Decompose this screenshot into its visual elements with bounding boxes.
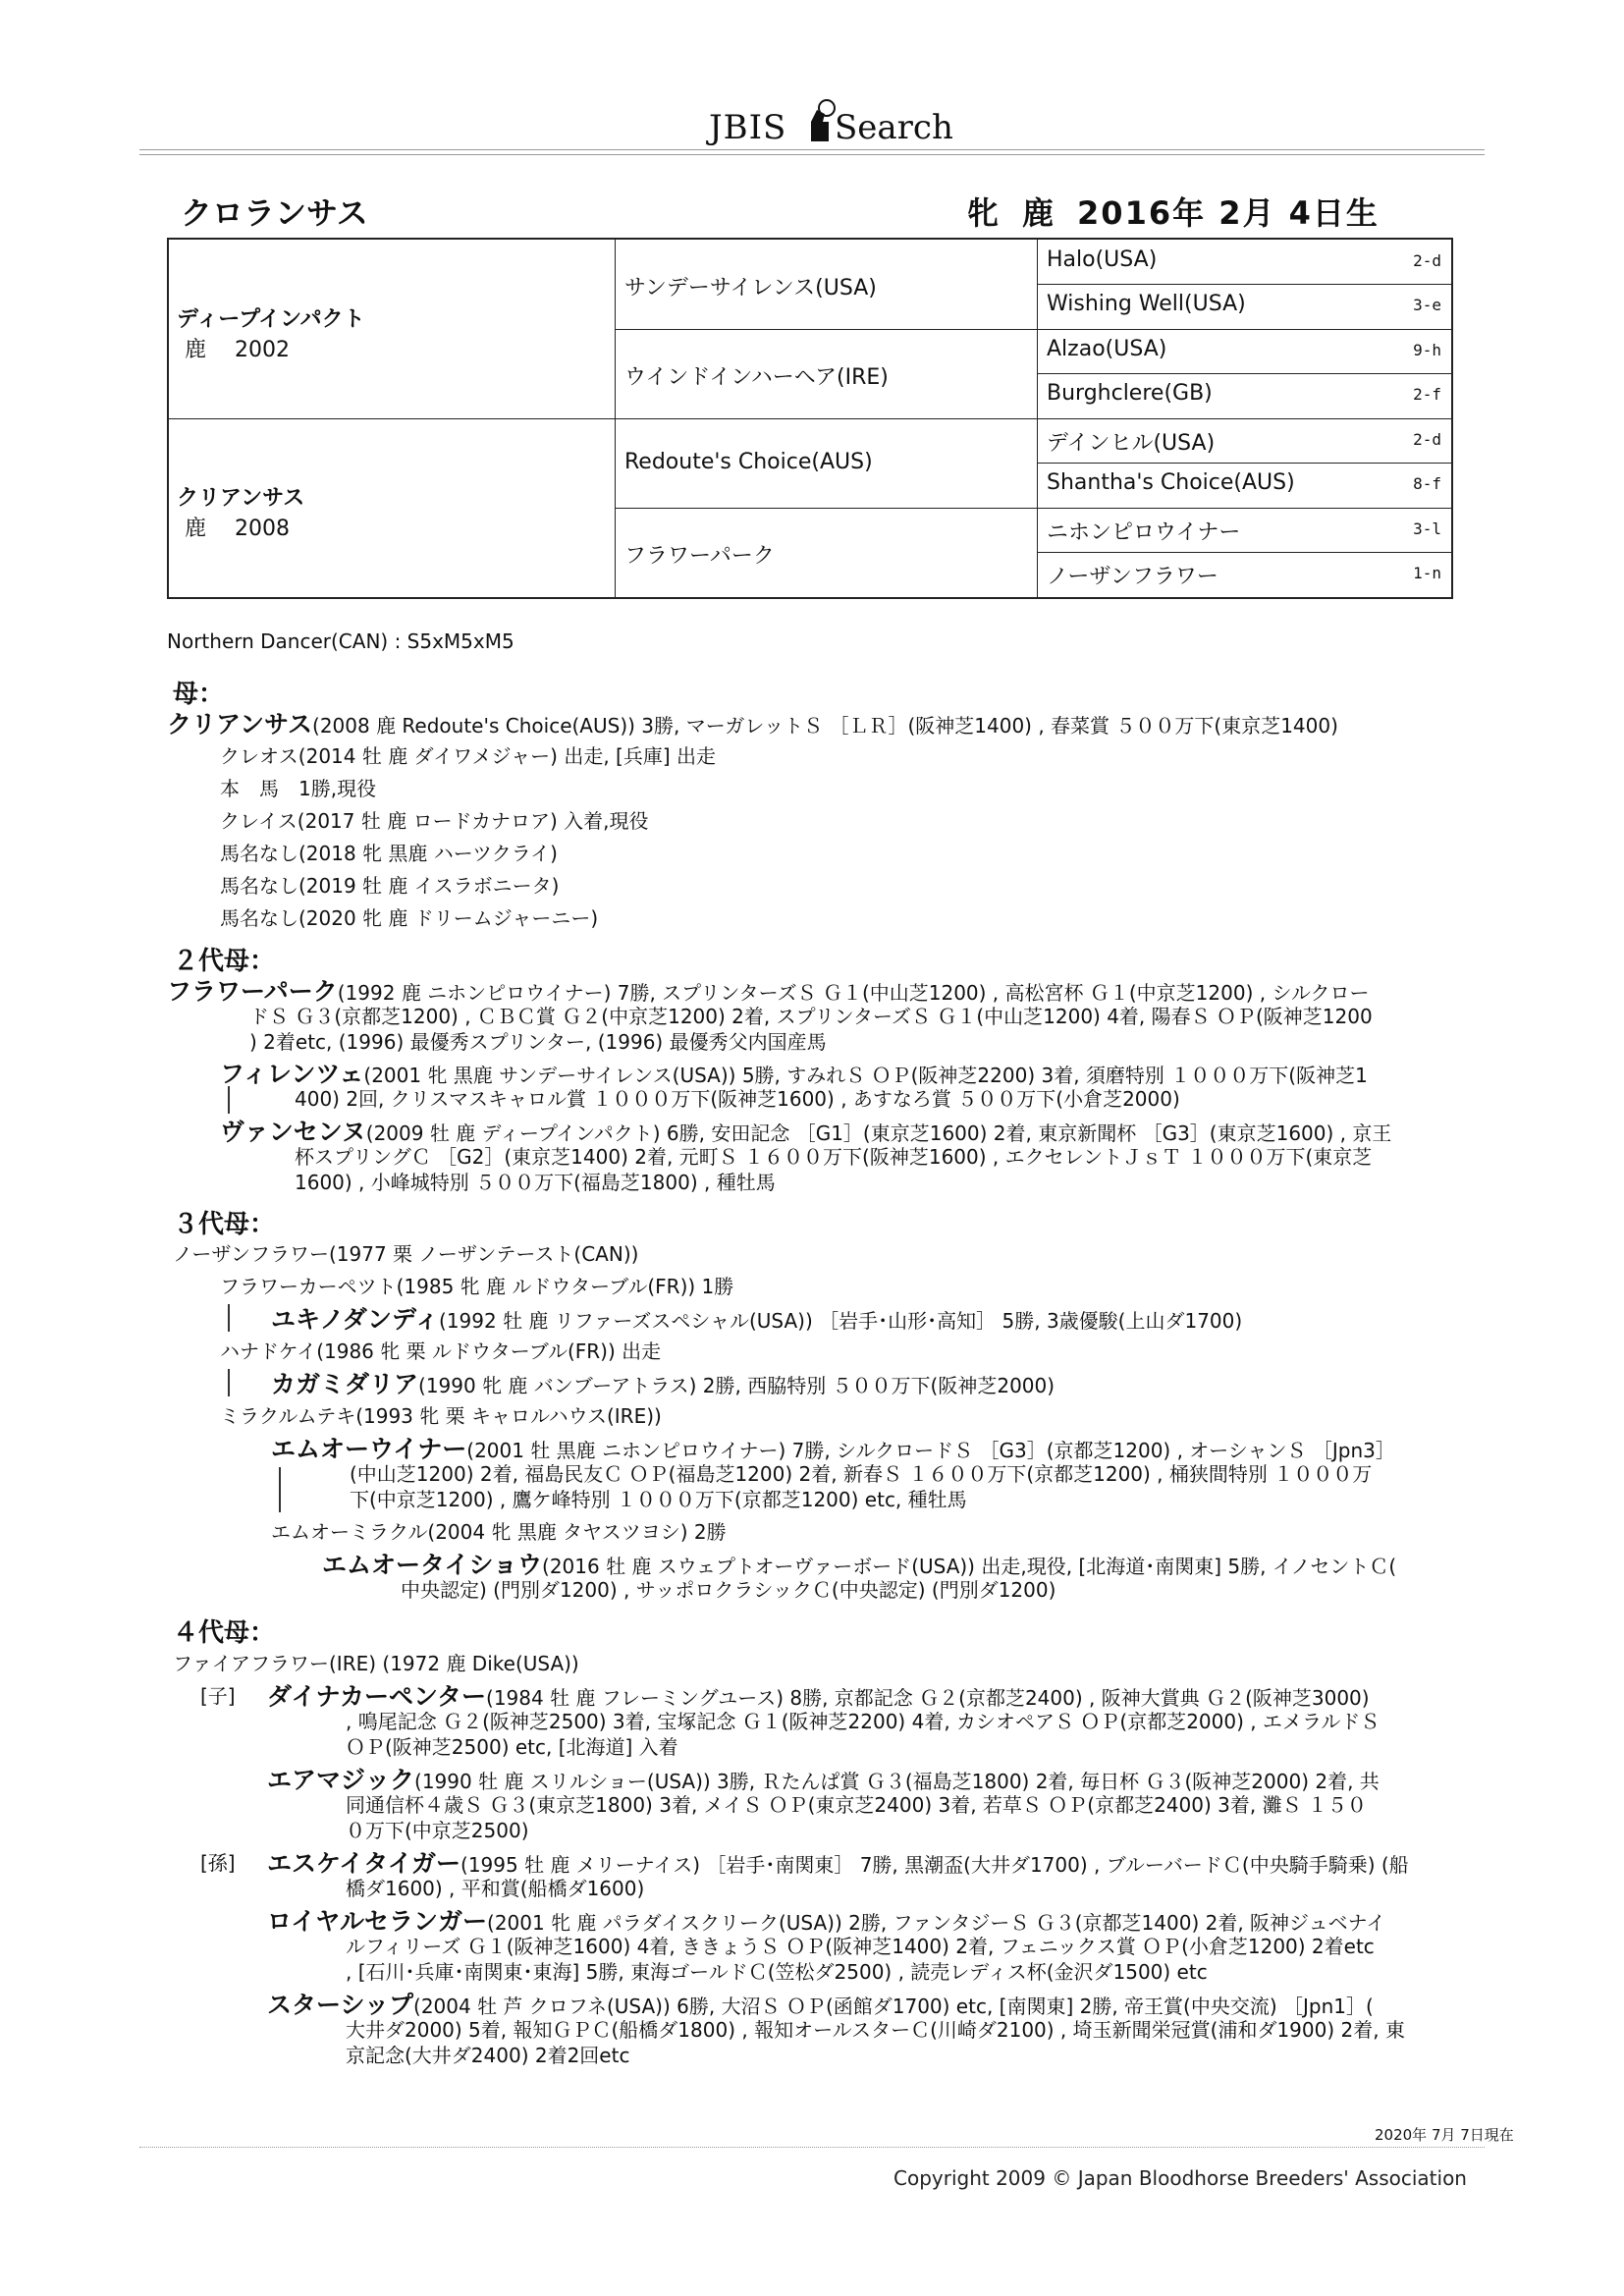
footer-rule bbox=[139, 2147, 1485, 2148]
inbreeding-note: Northern Dancer(CAN) : S5xM5xM5 bbox=[167, 629, 514, 653]
grid-line bbox=[1037, 463, 1451, 464]
pedigree-g3-cell[interactable]: デインヒル(USA) 2-d bbox=[1047, 430, 1441, 456]
g3dam-grandfoal-cont: (中山芝1200) 2着, 福島民友Ｃ ＯＰ(福島芝1200) 2着, 新春Ｓ １６００万下(京都芝1200) , 桶狭間特別 １０００万 bbox=[350, 1462, 1373, 1486]
foal-line: 馬名なし(2018 牝 黒鹿 ハーツクライ) bbox=[220, 842, 558, 865]
g4dam-grandchild-cont: 橋ダ1600) , 平和賞(船橋ダ1600) bbox=[346, 1877, 645, 1900]
g3dam-grandfoal-line: エムオーウイナー(2001 牡 黒鹿 ニホンピロウイナー) 7勝, シルクロードＳ ［G3］(京都芝1200) , オーシャンＳ ［Jpn3］ bbox=[271, 1435, 1395, 1463]
pedigree-g3-cell[interactable]: Halo(USA) 2-d bbox=[1047, 247, 1441, 272]
horse-birth: 2016年 2月 4日生 bbox=[1077, 194, 1380, 232]
g4dam-grandchild-cont: , [石川･兵庫･南関東･東海] 5勝, 東海ゴールドＣ(笠松ダ2500) , 読売レディス杯(金沢ダ1500) etc bbox=[346, 1960, 1208, 1984]
g4dam-grandchild-cont: 大井ダ2000) 5着, 報知ＧＰＣ(船橋ダ1800) , 報知オールスターＣ(川崎ダ2100) , 埼玉新聞栄冠賞(浦和ダ1900) 2着, 東 bbox=[346, 2018, 1405, 2042]
g3dam-foal-line: フラワーカーペツト(1985 牝 鹿 ルドウターブル(FR)) 1勝 bbox=[220, 1275, 734, 1298]
g4dam-child-line: ダイナカーペンター(1984 牡 鹿 フレーミングユース) 8勝, 京都記念 Ｇ２(京都芝2400) , 阪神大賞典 Ｇ２(阪神芝3000) bbox=[267, 1682, 1370, 1711]
g3dam-grandfoal-line: カガミダリア(1990 牝 鹿 バンブーアトラス) 2勝, 西脇特別 ５００万下(阪神芝2000) bbox=[271, 1370, 1056, 1398]
section-g2dam: ２代母： bbox=[173, 947, 276, 976]
pedigree-g2-cell[interactable]: フラワーパーク bbox=[624, 544, 775, 569]
g2dam-record-cont: ドＳ Ｇ３(京都芝1200) , ＣＢＣ賞 Ｇ２(中京芝1200) 2着, スプリンターズＳ Ｇ１(中山芝1200) 4着, 陽春Ｓ ＯＰ(阪神芝1200 bbox=[249, 1005, 1373, 1028]
grid-line bbox=[615, 508, 1451, 509]
g2dam-child-record-cont: 400) 2回, クリスマスキャロル賞 １０００万下(阪神芝1600) , あすなろ賞 ５００万下(小倉芝2000) bbox=[295, 1087, 1180, 1111]
section-g3dam: ３代母： bbox=[173, 1210, 276, 1239]
horse-name: クロランサス bbox=[181, 194, 368, 232]
foal-line: 馬名なし(2020 牝 鹿 ドリームジャーニー) bbox=[220, 906, 599, 930]
horse-sex: 牝 bbox=[967, 194, 1001, 232]
pedigree-g2-cell[interactable]: ウインドインハーヘア(IRE) bbox=[624, 365, 889, 390]
g4dam-child-cont: 同通信杯４歳Ｓ Ｇ３(東京芝1800) 3着, メイＳ ＯＰ(東京芝2400) 3着, 若草Ｓ ＯＰ(京都芝2400) 3着, 灘Ｓ １５０ bbox=[346, 1793, 1367, 1817]
pedigree-g3-cell[interactable]: Burghclere(GB) 2-f bbox=[1047, 381, 1441, 406]
g2dam-grandchild-record-cont: 1600) , 小峰城特別 ５００万下(福島芝1800) , 種牡馬 bbox=[295, 1171, 776, 1194]
foal-line: クレオス(2014 牡 鹿 ダイワメジャー) 出走, [兵庫] 出走 bbox=[220, 744, 717, 768]
lineage-bar bbox=[228, 1369, 230, 1396]
g2dam-name[interactable]: フラワーパーク bbox=[167, 977, 338, 1006]
logo-text-search: Search bbox=[835, 108, 953, 147]
pedigree-g3-cell[interactable]: Wishing Well(USA) 3-e bbox=[1047, 292, 1441, 316]
section-dam: 母： bbox=[173, 680, 225, 709]
g4dam-grandchild-line: ロイヤルセランガー(2001 牝 鹿 パラダイスクリーク(USA)) 2勝, ファンタジーＳ Ｇ３(京都芝1400) 2着, 阪神ジュベナイ bbox=[267, 1907, 1386, 1936]
section-g4dam: ４代母： bbox=[173, 1618, 276, 1648]
pedigree-table bbox=[167, 238, 1453, 599]
g4dam-grandchild-line: スターシップ(2004 牡 芦 クロフネ(USA)) 6勝, 大沼Ｓ ＯＰ(函館ダ1700) etc, [南関東] 2勝, 帝王賞(中央交流) ［Jpn1］( bbox=[267, 1991, 1374, 2019]
label-child: [子] bbox=[200, 1684, 236, 1708]
copyright: Copyright 2009 © Japan Bloodhorse Breeders' Association bbox=[893, 2166, 1467, 2190]
g4dam-grandchild-cont: ルフィリーズ Ｇ１(阪神芝1600) 4着, ききょうＳ ＯＰ(阪神芝1400) 2着, フェニックス賞 ＯＰ(小倉芝1200) 2着etc bbox=[346, 1935, 1375, 1958]
g3dam-greatgrandfoal-line: エムオータイショウ(2016 牡 鹿 スウェプトオーヴァーボード(USA)) 出走,現役, [北海道･南関東] 5勝, イノセントＣ( bbox=[322, 1551, 1397, 1579]
pedigree-g2-cell[interactable]: Redoute's Choice(AUS) bbox=[624, 450, 873, 474]
logo-text-jbis: JBIS bbox=[709, 108, 787, 147]
g4dam-record: ファイアフラワー(IRE) (1972 鹿 Dike(USA)) bbox=[173, 1652, 579, 1675]
header-rule-bottom bbox=[139, 154, 1485, 155]
grid-line bbox=[1037, 552, 1451, 553]
lineage-bar bbox=[228, 1304, 230, 1332]
pedigree-sire[interactable] bbox=[177, 302, 365, 363]
foal-line: 馬名なし(2019 牡 鹿 イスラボニータ) bbox=[220, 874, 560, 898]
lineage-bar bbox=[228, 1086, 230, 1114]
label-grandchild: [孫] bbox=[200, 1851, 236, 1875]
g4dam-child-cont: ＯＰ(阪神芝2500) etc, [北海道] 入着 bbox=[346, 1735, 678, 1759]
dam-record-name[interactable]: クリアンサス bbox=[167, 710, 313, 738]
g3dam-grandfoal-line: ユキノダンディ(1992 牡 鹿 リファーズスペシャル(USA)) ［岩手･山形･高知］ 5勝, 3歳優駿(上山ダ1700) bbox=[271, 1305, 1243, 1334]
dam-detail: 鹿 2008 bbox=[185, 517, 291, 541]
g2dam-grandchild-record: ヴァンセンヌ(2009 牡 鹿 ディープインパクト) 6勝, 安田記念 ［G1］(東京芝1600) 2着, 東京新聞杯 ［G3］(東京芝1600) , 京王 bbox=[220, 1118, 1392, 1146]
grid-line bbox=[169, 418, 1451, 419]
g3dam-foal-line: ハナドケイ(1986 牝 栗 ルドウターブル(FR)) 出走 bbox=[220, 1339, 662, 1363]
horse-info bbox=[967, 189, 1401, 234]
grid-line bbox=[615, 329, 1451, 330]
grid-line bbox=[1037, 284, 1451, 285]
g4dam-child-cont: , 鳴尾記念 Ｇ２(阪神芝2500) 3着, 宝塚記念 Ｇ１(阪神芝2200) 4着, カシオペアＳ ＯＰ(京都芝2000) , エメラルドＳ bbox=[346, 1710, 1380, 1733]
dam-record: クリアンサス(2008 鹿 Redoute's Choice(AUS)) 3勝, マーガレットＳ ［ＬＲ］(阪神芝1400) , 春菜賞 ５００万下(東京芝1400) bbox=[167, 710, 1338, 738]
header-rule-top bbox=[139, 149, 1485, 150]
horse-magnifier-icon bbox=[807, 96, 837, 143]
g3dam-foal-line: ミラクルムテキ(1993 牝 栗 キャロルハウス(IRE)) bbox=[220, 1404, 662, 1428]
g2dam-record: フラワーパーク(1992 鹿 ニホンピロウイナー) 7勝, スプリンターズＳ Ｇ１(中山芝1200) , 高松宮杯 Ｇ１(中京芝1200) , シルクロー bbox=[167, 977, 1370, 1006]
g4dam-grandchild-line: エスケイタイガー(1995 牡 鹿 メリーナイス) ［岩手･南関東］ 7勝, 黒潮盃(大井ダ1700) , ブルーバードＣ(中央騎手騎乗) (船 bbox=[267, 1849, 1409, 1878]
g3dam-grandfoal-line: エムオーミラクル(2004 牝 黒鹿 タヤスツヨシ) 2勝 bbox=[271, 1520, 727, 1544]
pedigree-g3-cell[interactable]: Alzao(USA) 9-h bbox=[1047, 337, 1441, 361]
dam-name: クリアンサス bbox=[177, 486, 305, 511]
child-name[interactable]: フィレンツェ bbox=[220, 1060, 364, 1088]
g2dam-grandchild-record-cont: 杯スプリングＣ ［G2］(東京芝1400) 2着, 元町Ｓ １６００万下(阪神芝1600) , エクセレントＪｓＴ １０００万下(東京芝 bbox=[295, 1145, 1373, 1169]
pedigree-g3-cell[interactable]: ニホンピロウイナー 3-l bbox=[1047, 519, 1441, 545]
horse-color: 鹿 bbox=[1022, 194, 1056, 232]
foal-line: クレイス(2017 牡 鹿 ロードカナロア) 入着,現役 bbox=[220, 809, 649, 833]
g3dam-greatgrandfoal-cont: 中央認定) (門別ダ1200) , サッポロクラシックＣ(中央認定) (門別ダ1200) bbox=[401, 1578, 1056, 1602]
g4dam-child-cont: ０万下(中京芝2500) bbox=[346, 1819, 529, 1842]
as-of-date: 2020年 7月 7日現在 bbox=[1375, 2126, 1514, 2144]
pedigree-g3-cell[interactable]: Shantha's Choice(AUS) 8-f bbox=[1047, 470, 1441, 495]
sire-detail: 鹿 2002 bbox=[185, 338, 291, 362]
lineage-bar bbox=[279, 1467, 281, 1512]
g2dam-record-cont: ) 2着etc, (1996) 最優秀スプリンター, (1996) 最優秀父内国産馬 bbox=[249, 1030, 827, 1054]
pedigree-g3-cell[interactable]: ノーザンフラワー 1-n bbox=[1047, 564, 1441, 589]
g4dam-grandchild-cont: 京記念(大井ダ2400) 2着2回etc bbox=[346, 2044, 630, 2067]
g3dam-grandfoal-cont: 下(中京芝1200) , 鷹ケ峰特別 １０００万下(京都芝1200) etc, 種牡馬 bbox=[350, 1488, 967, 1511]
pedigree-g2-cell[interactable]: サンデーサイレンス(USA) bbox=[624, 276, 877, 301]
grandchild-name[interactable]: ヴァンセンヌ bbox=[220, 1118, 366, 1146]
foal-line: 本 馬 1勝,現役 bbox=[220, 777, 377, 800]
sire-name: ディープインパクト bbox=[177, 307, 365, 332]
g4dam-child-line: エアマジック(1990 牡 鹿 スリルショー(USA)) 3勝, Ｒたんぱ賞 Ｇ３(福島芝1800) 2着, 毎日杯 Ｇ３(阪神芝2000) 2着, 共 bbox=[267, 1766, 1380, 1794]
jbis-search-logo[interactable] bbox=[709, 96, 953, 151]
pedigree-dam[interactable] bbox=[177, 481, 304, 542]
g2dam-child-record: フィレンツェ(2001 牝 黒鹿 サンデーサイレンス(USA)) 5勝, すみれＳ ＯＰ(阪神芝2200) 3着, 須磨特別 １０００万下(阪神芝1 bbox=[220, 1060, 1368, 1088]
g3dam-record: ノーザンフラワー(1977 栗 ノーザンテースト(CAN)) bbox=[173, 1242, 639, 1266]
grid-line bbox=[1037, 373, 1451, 374]
